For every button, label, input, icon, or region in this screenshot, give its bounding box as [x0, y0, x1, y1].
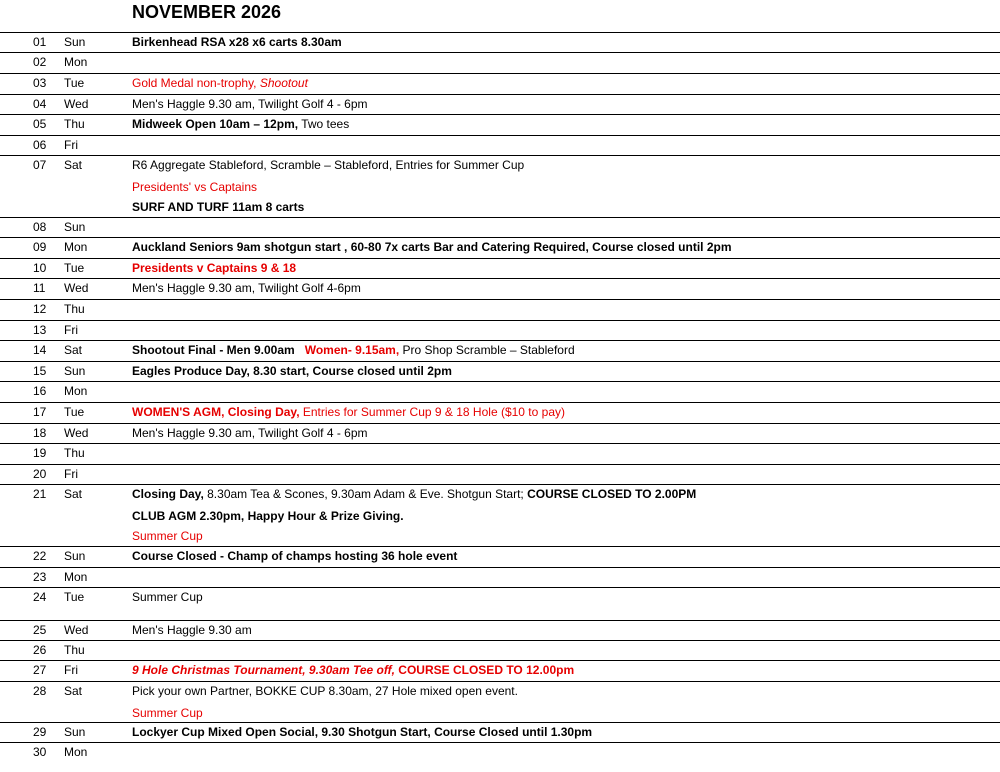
date-number: 30 [33, 745, 47, 759]
table-row [0, 155, 1000, 217]
date-number: 27 [33, 663, 47, 677]
weekday: Fri [64, 467, 78, 481]
event-text [132, 622, 996, 642]
event-segment: Presidents' vs Captains [132, 180, 258, 194]
event-segment: Shootout Final - Men 9.00am [132, 343, 295, 357]
event-segment: Shootout [259, 76, 308, 90]
date-number: 26 [33, 643, 47, 657]
weekday: Sun [64, 725, 86, 739]
weekday: Fri [64, 663, 78, 677]
table-row [0, 94, 1000, 114]
event-segment: SURF AND TURF 11am 8 carts [132, 200, 305, 214]
event-text [132, 724, 996, 744]
event-segment: 8.30am Tea & Scones, 9.30am Adam & Eve. Shotgun Start; [203, 487, 528, 501]
weekday: Sun [64, 364, 86, 378]
event-text [132, 34, 996, 54]
event-text [132, 548, 996, 568]
table-row [0, 135, 1000, 155]
date-number: 24 [33, 590, 47, 604]
event-segment: Summer Cup [132, 590, 203, 604]
event-line [132, 116, 996, 133]
table-row [0, 722, 1000, 742]
event-line [132, 486, 996, 503]
event-segment: Midweek Open 10am – 12pm, [132, 117, 299, 131]
date-number: 19 [33, 446, 47, 460]
table-row [0, 381, 1000, 402]
table-row [0, 258, 1000, 278]
event-segment: Women- 9.15am, [304, 343, 400, 357]
date-number: 22 [33, 549, 47, 563]
event-line [132, 404, 996, 421]
event-line [132, 363, 996, 380]
event-segment: Men's Haggle 9.30 am [132, 623, 252, 637]
weekday: Thu [64, 643, 85, 657]
table-row [0, 423, 1000, 443]
event-text [132, 404, 996, 424]
date-number: 15 [33, 364, 47, 378]
table-row [0, 320, 1000, 340]
event-segment: 9 Hole Christmas Tournament, 9.30am Tee off, [132, 663, 395, 677]
weekday: Thu [64, 117, 85, 131]
page-title: NOVEMBER 2026 [132, 2, 282, 22]
event-line [132, 724, 996, 741]
event-text [132, 157, 996, 217]
event-text [132, 116, 996, 136]
weekday: Fri [64, 138, 78, 152]
table-row [0, 567, 1000, 587]
date-number: 28 [33, 684, 47, 698]
event-segment: Eagles Produce Day, 8.30 start, Course closed until 2pm [132, 364, 452, 378]
date-number: 08 [33, 220, 47, 234]
date-number: 05 [33, 117, 47, 131]
event-segment: Two tees [298, 117, 350, 131]
date-number: 01 [33, 35, 47, 49]
table-row [0, 237, 1000, 258]
event-line [132, 280, 996, 297]
event-text [132, 662, 996, 682]
event-line [132, 239, 996, 256]
event-segment: Men's Haggle 9.30 am, Twilight Golf 4-6pm [132, 281, 361, 295]
weekday: Sat [64, 487, 83, 501]
date-number: 17 [33, 405, 47, 419]
weekday: Mon [64, 240, 88, 254]
date-number: 04 [33, 97, 47, 111]
weekday: Mon [64, 384, 88, 398]
event-line [132, 157, 996, 174]
table-row [0, 402, 1000, 423]
table-row [0, 681, 1000, 722]
event-segment: Summer Cup [132, 529, 203, 543]
event-segment: COURSE CLOSED TO 12.00pm [394, 663, 575, 677]
table-row [0, 640, 1000, 660]
weekday: Sun [64, 549, 86, 563]
table-row [0, 217, 1000, 237]
table-row [0, 278, 1000, 299]
table-row [0, 484, 1000, 546]
table-row [0, 340, 1000, 361]
date-number: 11 [33, 281, 46, 295]
event-text [132, 280, 996, 300]
date-number: 03 [33, 76, 47, 90]
date-number: 14 [33, 343, 47, 357]
date-number: 06 [33, 138, 47, 152]
weekday: Tue [64, 76, 85, 90]
date-number: 16 [33, 384, 47, 398]
weekday: Sat [64, 684, 83, 698]
event-line [132, 662, 996, 679]
event-line [132, 506, 996, 526]
table-row [0, 361, 1000, 381]
date-number: 12 [33, 302, 47, 316]
weekday: Sun [64, 35, 86, 49]
event-segment: Entries for Summer Cup 9 & 18 Hole ($10 to pay) [299, 405, 565, 419]
date-number: 21 [33, 487, 47, 501]
event-line [132, 589, 996, 606]
event-segment: Presidents v Captains 9 & 18 [132, 261, 297, 275]
event-text [132, 425, 996, 445]
event-segment: WOMEN'S AGM, Closing Day, [132, 405, 300, 419]
table-row [0, 73, 1000, 94]
weekday: Sun [64, 220, 86, 234]
weekday: Sat [64, 158, 83, 172]
event-segment [295, 343, 305, 357]
event-segment: Course Closed - Champ of champs hosting 36 hole event [132, 549, 458, 563]
weekday: Tue [64, 261, 85, 275]
weekday: Sat [64, 343, 83, 357]
table-row [0, 546, 1000, 567]
event-text [132, 683, 996, 723]
event-segment: Auckland Seniors 9am shotgun start , 60-80 7x carts Bar and Catering Required, Course closed until 2pm [132, 240, 732, 254]
weekday: Thu [64, 302, 85, 316]
weekday: Wed [64, 426, 89, 440]
table-row [0, 587, 1000, 620]
event-line [132, 34, 996, 51]
table-row [0, 299, 1000, 320]
event-segment: R6 Aggregate Stableford, Scramble – Stableford, Entries for Summer Cup [132, 158, 525, 172]
event-text [132, 239, 996, 259]
event-text [132, 342, 996, 362]
date-number: 09 [33, 240, 47, 254]
event-text [132, 260, 996, 280]
table-row [0, 620, 1000, 640]
date-number: 25 [33, 623, 47, 637]
weekday: Mon [64, 570, 88, 584]
table-row [0, 32, 1000, 52]
event-line [132, 177, 996, 197]
event-line [132, 683, 996, 700]
event-text [132, 96, 996, 116]
date-number: 02 [33, 55, 47, 69]
event-line [132, 526, 996, 546]
weekday: Mon [64, 55, 88, 69]
date-number: 10 [33, 261, 47, 275]
event-segment: Gold Medal non-trophy, [132, 76, 260, 90]
weekday: Mon [64, 745, 88, 759]
event-segment: Closing Day, [132, 487, 204, 501]
calendar-table [0, 32, 1000, 762]
event-line [132, 703, 996, 723]
weekday: Fri [64, 323, 78, 337]
event-segment: COURSE CLOSED TO 2.00PM [527, 487, 697, 501]
weekday: Tue [64, 405, 85, 419]
weekday: Wed [64, 97, 89, 111]
date-number: 13 [33, 323, 47, 337]
event-segment: Lockyer Cup Mixed Open Social, 9.30 Shotgun Start, Course Closed until 1.30pm [132, 725, 593, 739]
event-segment: Pick your own Partner, BOKKE CUP 8.30am, 27 Hole mixed open event. [132, 684, 518, 698]
event-line [132, 342, 996, 359]
event-segment: Summer Cup [132, 706, 203, 720]
event-segment: Men's Haggle 9.30 am, Twilight Golf 4 - 6pm [132, 426, 368, 440]
event-line [132, 425, 996, 442]
table-row [0, 443, 1000, 464]
event-text [132, 589, 996, 609]
table-row [0, 464, 1000, 484]
event-text [132, 486, 996, 546]
event-segment: CLUB AGM 2.30pm, Happy Hour & Prize Giving. [132, 509, 404, 523]
event-segment: Men's Haggle 9.30 am, Twilight Golf 4 - 6pm [132, 97, 368, 111]
event-text [132, 75, 996, 95]
date-number: 18 [33, 426, 47, 440]
weekday: Tue [64, 590, 85, 604]
table-row [0, 52, 1000, 73]
date-number: 29 [33, 725, 47, 739]
event-segment: Birkenhead RSA x28 x6 carts 8.30am [132, 35, 342, 49]
date-number: 07 [33, 158, 47, 172]
weekday: Thu [64, 446, 85, 460]
event-segment: Pro Shop Scramble – Stableford [399, 343, 575, 357]
event-line [132, 75, 996, 92]
table-row [0, 742, 1000, 762]
date-number: 20 [33, 467, 47, 481]
event-line [132, 548, 996, 565]
event-line [132, 96, 996, 113]
weekday: Wed [64, 281, 89, 295]
table-row [0, 660, 1000, 681]
event-line [132, 622, 996, 639]
date-number: 23 [33, 570, 47, 584]
event-line [132, 197, 996, 217]
event-line [132, 260, 996, 277]
event-text [132, 363, 996, 383]
table-row [0, 114, 1000, 135]
weekday: Wed [64, 623, 89, 637]
